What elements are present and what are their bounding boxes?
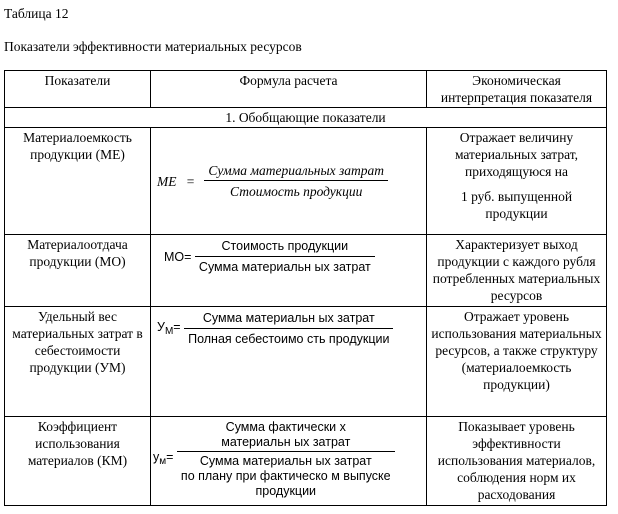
interpretation: Характеризует выход продукции с каждого рубля потребленных материальных ресурсов [427, 235, 607, 307]
numerator-line-1: Сумма фактически х [225, 420, 346, 434]
formula-lhs: МО= [164, 249, 192, 264]
header-row [5, 71, 607, 108]
interpretation [427, 128, 607, 235]
formula-cell [151, 128, 427, 235]
indicator-name: Коэффициент использования материалов (КМ) [5, 417, 151, 506]
fraction [177, 420, 395, 499]
table-title: Показатели эффективности материальных ресурсов [4, 39, 302, 54]
fraction-numerator: Стоимость продукции [221, 239, 349, 253]
formula-equals: = [166, 450, 174, 464]
formula-lhs-letter: У [157, 319, 165, 334]
fraction-denominator: Сумма материальн ых затрат [195, 256, 375, 276]
interpretation: Показывает уровень эффективности использования материалов, соблюдения норм их расходования [427, 417, 607, 506]
formula-km [153, 420, 395, 499]
fraction [195, 238, 375, 276]
formula-lhs-subscript: м [159, 456, 167, 467]
interpretation-text-cont: 1 руб. выпущенной продукции [460, 189, 573, 221]
fraction-numerator [177, 420, 395, 451]
table-row [5, 128, 607, 235]
denominator-line-3: продукции [255, 484, 317, 498]
formula-lhs-letter: у [153, 450, 160, 464]
fraction-numerator: Сумма материальн ых затрат [202, 311, 375, 325]
formula-cell [151, 417, 427, 506]
formula-lhs: МЕ [157, 173, 177, 189]
fraction-denominator [177, 451, 395, 499]
header-interpretation: Экономическая интерпретация показателя [427, 71, 607, 108]
interpretation: Отражает уровень использования материальных ресурсов, а также структуру (материалоемкость продукции) [427, 307, 607, 417]
denominator-line-2: по плану при фактическо м выпуске [180, 469, 391, 483]
formula-um [157, 310, 393, 348]
section-title: 1. Обобщающие показатели [5, 108, 607, 128]
formula-equals: = [173, 319, 181, 334]
formula-lhs [153, 450, 173, 469]
formula-mo [164, 238, 375, 276]
formula-equals: = [185, 173, 195, 189]
formula-cell [151, 307, 427, 417]
formula-lhs [157, 319, 181, 340]
indicators-table [4, 70, 607, 506]
table-row [5, 417, 607, 506]
denominator-line-1: Сумма материальн ых затрат [199, 454, 372, 468]
indicator-name: Материалоемкость продукции (МЕ) [5, 128, 151, 235]
table-row [5, 307, 607, 417]
formula-lhs-subscript: М [164, 325, 174, 337]
header-formula: Формула расчета [151, 71, 427, 108]
table-caption: Таблица 12 [4, 6, 69, 21]
fraction-numerator: Сумма материальных затрат [208, 163, 385, 178]
fraction-denominator: Стоимость продукции [204, 180, 388, 200]
indicator-name: Материалоотдача продукции (МО) [5, 235, 151, 307]
formula-me [157, 162, 388, 200]
fraction [184, 310, 393, 348]
formula-cell [151, 235, 427, 307]
header-indicators: Показатели [5, 71, 151, 108]
fraction-denominator: Полная себестоимо сть продукции [184, 328, 393, 348]
section-row [5, 108, 607, 128]
interpretation-text: Отражает величину материальных затрат, приходящуюся на [454, 130, 579, 179]
indicator-name: Удельный вес материальных затрат в себестоимости продукции (УМ) [5, 307, 151, 417]
numerator-line-2: материальн ых затрат [221, 435, 351, 449]
fraction [204, 162, 388, 200]
table-row [5, 235, 607, 307]
